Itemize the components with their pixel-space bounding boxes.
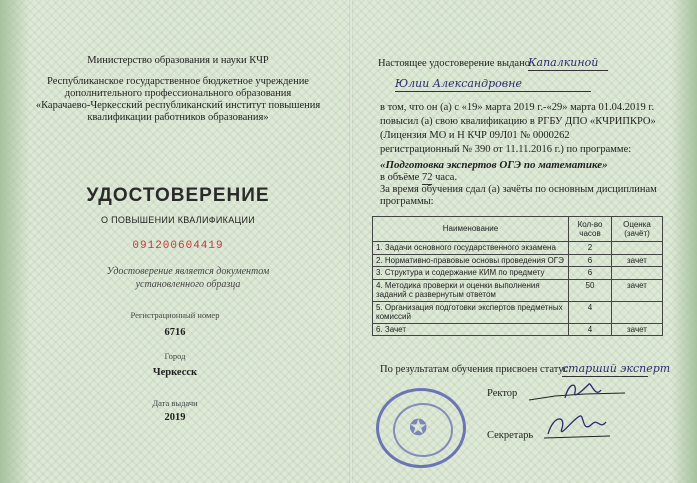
secretary-label: Секретарь bbox=[487, 430, 534, 441]
row-mark: зачет bbox=[612, 323, 663, 336]
institution-line-3: «Карачаево-Черкесский республиканский институт повышения bbox=[35, 100, 321, 111]
institution-line-1: Республиканское государственное бюджетное учреждение bbox=[47, 76, 309, 87]
official-seal bbox=[376, 388, 466, 468]
decorative-border-right bbox=[671, 0, 697, 483]
serial-number: 091200604419 bbox=[132, 240, 224, 252]
registration-label: Регистрационный номер bbox=[130, 310, 220, 320]
volume-suffix: часа. bbox=[435, 172, 458, 183]
status-value: старший эксперт bbox=[562, 362, 671, 375]
row-mark: зачет bbox=[612, 279, 663, 301]
rector-label: Ректор bbox=[487, 388, 518, 399]
table-row bbox=[373, 279, 663, 301]
volume-hours: 72 bbox=[421, 172, 433, 183]
rector-signature bbox=[525, 378, 635, 406]
institution-line-2: дополнительного профессионального образования bbox=[64, 88, 292, 99]
row-name: 4. Методика проверки и оценки выполнения заданий с развернутым ответом bbox=[373, 279, 569, 301]
institution-line-4: квалификации работников образования» bbox=[87, 112, 269, 123]
row-name: 6. Зачет bbox=[373, 323, 569, 336]
city-name: Черкесск bbox=[152, 367, 198, 378]
row-name: 5. Организация подготовки экспертов предметных комиссий bbox=[373, 301, 569, 323]
exams-line-2: программы: bbox=[380, 196, 434, 207]
license-line: (Лицензия МО и Н КЧР 09Л01 № 0000262 bbox=[380, 130, 570, 141]
header-mark: Оценка (зачёт) bbox=[612, 217, 663, 242]
ministry-name: Министерство образования и науки КЧР bbox=[87, 55, 269, 66]
exams-line-1: За время обучения сдал (а) зачёты по основным дисциплинам bbox=[380, 184, 657, 195]
decorative-border-left bbox=[0, 0, 30, 483]
issue-year: 2019 bbox=[164, 412, 186, 423]
row-name: 1. Задачи основного государственного экзамена bbox=[373, 242, 569, 255]
status-label: По результатам обучения присвоен статус bbox=[380, 364, 569, 375]
row-hours: 4 bbox=[569, 323, 612, 336]
registration-line: регистрационный № 390 от 11.11.2016 г.) по программе: bbox=[380, 144, 632, 155]
row-mark bbox=[612, 301, 663, 323]
row-hours: 50 bbox=[569, 279, 612, 301]
seal-emblem-icon: ✪ bbox=[409, 415, 428, 440]
document-subtitle: О ПОВЫШЕНИИ КВАЛИФИКАЦИИ bbox=[100, 215, 256, 225]
table-row bbox=[373, 242, 663, 255]
validity-note-line-1: Удостоверение является документом bbox=[106, 266, 270, 277]
table-row bbox=[373, 301, 663, 323]
row-mark bbox=[612, 242, 663, 255]
row-name: 2. Нормативно-правовые основы проведения ОГЭ bbox=[373, 254, 569, 267]
row-mark bbox=[612, 267, 663, 280]
program-title: «Подготовка экспертов ОГЭ по математике» bbox=[380, 159, 608, 171]
issued-to-label: Настоящее удостоверение выдано bbox=[378, 58, 530, 69]
row-name: 3. Структура и содержание КИМ по предмету bbox=[373, 267, 569, 280]
recipient-name: Юлии Александровне bbox=[395, 78, 591, 92]
header-name: Наименование bbox=[373, 217, 569, 242]
validity-note-line-2: установленного образца bbox=[135, 279, 241, 290]
row-hours: 6 bbox=[569, 254, 612, 267]
registration-number: 6716 bbox=[164, 327, 186, 338]
table-row bbox=[373, 254, 663, 267]
row-hours: 2 bbox=[569, 242, 612, 255]
recipient-surname: Капалкиной bbox=[528, 57, 608, 71]
city-label: Город bbox=[164, 351, 186, 361]
volume-line bbox=[380, 172, 457, 184]
row-mark: зачет bbox=[612, 254, 663, 267]
table-row bbox=[373, 323, 663, 336]
volume-prefix: в объёме bbox=[380, 172, 420, 183]
row-hours: 6 bbox=[569, 267, 612, 280]
row-hours: 4 bbox=[569, 301, 612, 323]
issue-date-label: Дата выдачи bbox=[152, 398, 198, 408]
document-title: УДОСТОВЕРЕНИЕ bbox=[86, 185, 270, 206]
training-period: в том, что он (а) с «19» марта 2019 г.-«29» марта 01.04.2019 г. bbox=[380, 102, 655, 113]
header-hours: Кол-во часов bbox=[569, 217, 612, 242]
disciplines-table bbox=[372, 216, 663, 336]
table-header-row bbox=[373, 217, 663, 242]
secretary-signature bbox=[540, 410, 620, 444]
qualification-line: повысил (а) свою квалификацию в РГБУ ДПО «КЧРИПКРО» bbox=[380, 116, 656, 127]
table-row bbox=[373, 267, 663, 280]
page-fold bbox=[349, 0, 353, 483]
